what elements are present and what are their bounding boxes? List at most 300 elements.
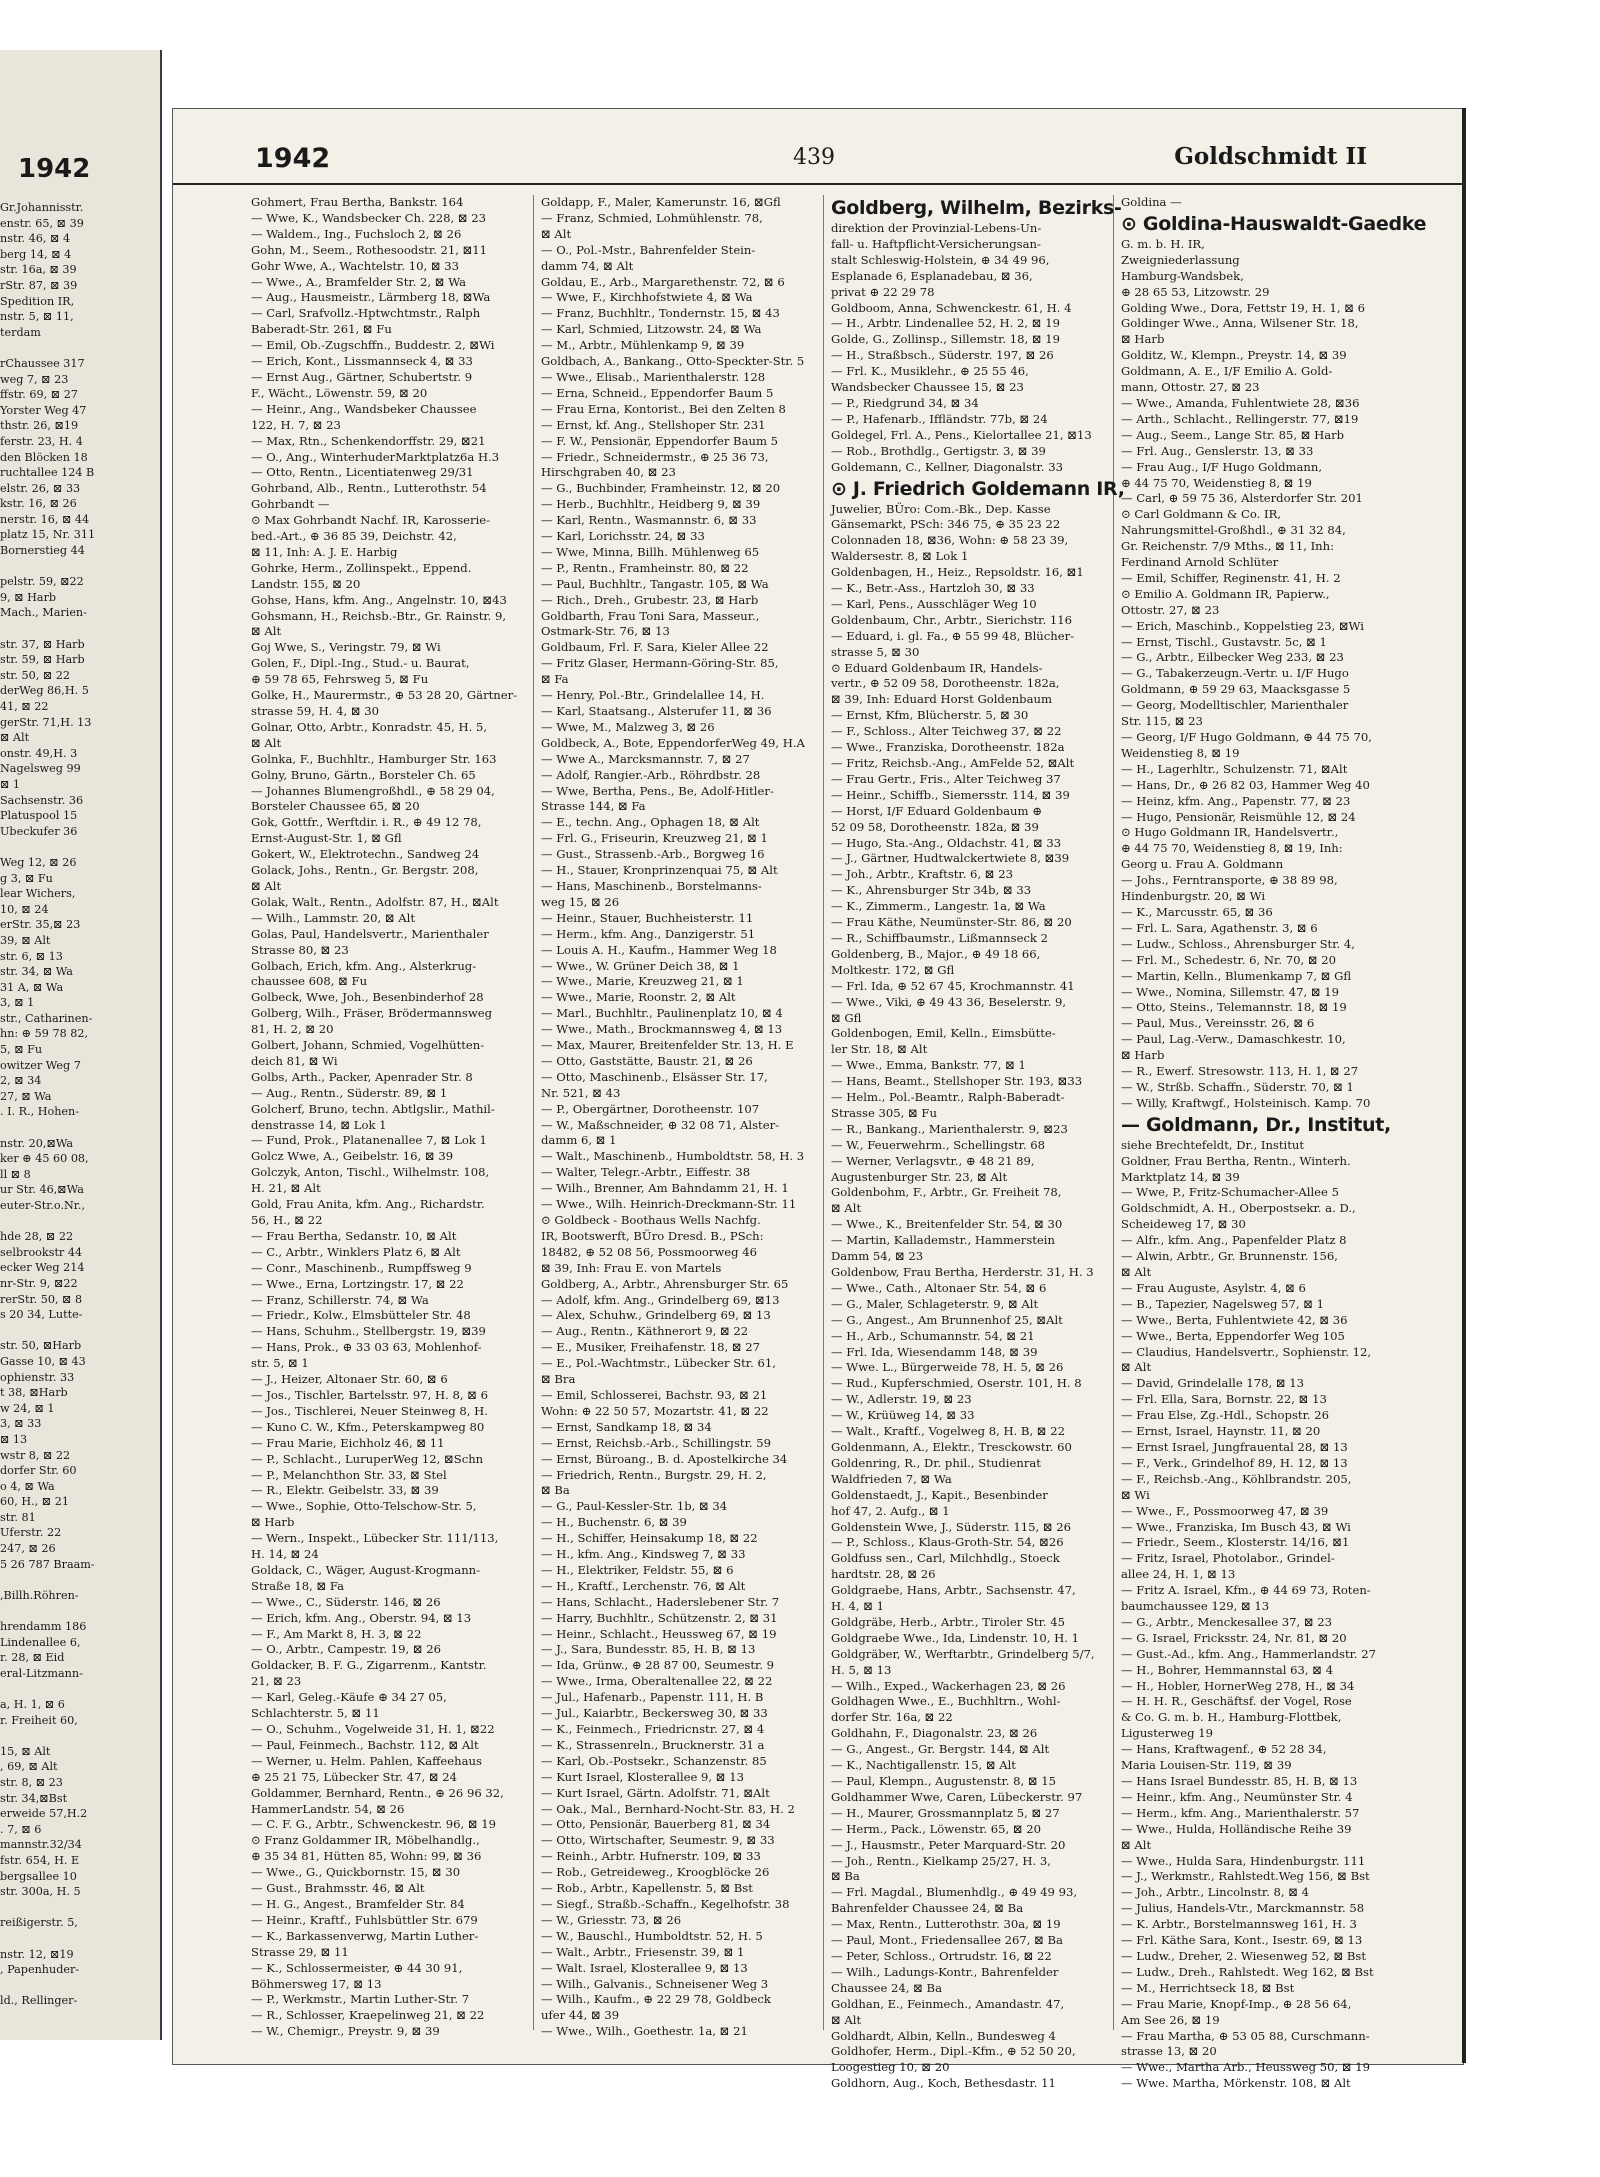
previous-page-line: nstr. 46, ⊠ 4 bbox=[0, 232, 71, 246]
directory-entry-line: — Friedr., Seem., Klosterstr. 14/16, ⊠1 bbox=[1121, 1535, 1350, 1550]
directory-entry-line: — Ernst Israel, Jungfrauental 28, ⊠ 13 bbox=[1121, 1439, 1348, 1454]
directory-entry-line: damm 6, ⊠ 1 bbox=[541, 1133, 617, 1148]
directory-entry-line: 18482, ⊕ 52 08 56, Possmoorweg 46 bbox=[541, 1244, 758, 1259]
directory-entry-line: — Rich., Dreh., Grubestr. 23, ⊠ Harb bbox=[541, 592, 759, 607]
directory-entry-line: — H., Bohrer, Hemmannstal 63, ⊠ 4 bbox=[1121, 1662, 1334, 1677]
directory-entry-line: — Hans, Schlacht., Haderslebener Str. 7 bbox=[541, 1594, 780, 1609]
directory-entry-line: Gohrband, Alb., Rentn., Lutterothstr. 54 bbox=[251, 481, 487, 496]
directory-entry-line: — Frl. Ida, ⊕ 52 67 45, Krochmannstr. 41 bbox=[831, 978, 1075, 993]
directory-entry-line: — G. Israel, Fricksstr. 24, Nr. 81, ⊠ 20 bbox=[1121, 1630, 1347, 1645]
directory-entry-line: — R., Bankang., Marienthalerstr. 9, ⊠23 bbox=[831, 1121, 1068, 1136]
directory-entry-line: — W., Bauschl., Humboldtstr. 52, H. 5 bbox=[541, 1928, 763, 1943]
directory-entry-line: — Otto, Maschinenb., Elsässer Str. 17, bbox=[541, 1069, 768, 1084]
directory-entry-line: — Joh., Arbtr., Kraftstr. 6, ⊠ 23 bbox=[831, 867, 1013, 882]
directory-entry-line: — Werner, u. Helm. Pahlen, Kaffeehaus bbox=[251, 1753, 482, 1768]
directory-entry-line: baumchaussee 129, ⊠ 13 bbox=[1121, 1599, 1270, 1614]
directory-entry-line: — Herm., kfm. Ang., Marienthalerstr. 57 bbox=[1121, 1805, 1360, 1820]
directory-entry-line: — Franz, Schmied, Lohmühlenstr. 78, bbox=[541, 210, 763, 225]
directory-entry-line: — E., Pol.-Wachtmstr., Lübecker Str. 61, bbox=[541, 1356, 776, 1371]
previous-page-line: enstr. 65, ⊠ 39 bbox=[0, 216, 84, 230]
directory-entry-line: — E., Musiker, Freihafenstr. 18, ⊠ 27 bbox=[541, 1340, 760, 1355]
directory-entry-line: — P., Obergärtner, Dorotheenstr. 107 bbox=[541, 1101, 760, 1116]
directory-entry-line: privat ⊕ 22 29 78 bbox=[831, 284, 935, 299]
directory-entry-line: Goldenbaum, Chr., Arbtr., Sierichstr. 116 bbox=[831, 612, 1072, 627]
directory-entry-line: — Erich, kfm. Ang., Oberstr. 94, ⊠ 13 bbox=[251, 1610, 472, 1625]
directory-entry-line: ⊙ J. Friedrich Goldemann IR, bbox=[831, 477, 1125, 500]
directory-entry-line: Golnar, Otto, Arbtr., Konradstr. 45, H. 5, bbox=[251, 719, 488, 734]
directory-entry-line: ⊕ 25 21 75, Lübecker Str. 47, ⊠ 24 bbox=[251, 1769, 457, 1784]
directory-entry-line: allee 24, H. 1, ⊠ 13 bbox=[1121, 1567, 1236, 1582]
directory-entry-line: — Wwe., Hulda Sara, Hindenburgstr. 111 bbox=[1121, 1853, 1366, 1868]
directory-entry-line: ⊠ Alt bbox=[541, 226, 572, 241]
previous-page-line: 247, ⊠ 26 bbox=[0, 1542, 56, 1556]
directory-entry-line: — O., Schuhm., Vogelweide 31, H. 1, ⊠22 bbox=[251, 1722, 495, 1736]
directory-entry-line: — Ernst, kf. Ang., Stellshoper Str. 231 bbox=[541, 417, 766, 432]
directory-entry-line: Goldhahn, F., Diagonalstr. 23, ⊠ 26 bbox=[831, 1726, 1038, 1741]
directory-entry-line: — J., Sara, Bundesstr. 85, H. B, ⊠ 13 bbox=[541, 1642, 756, 1657]
previous-page-line: str. 50, ⊠ 22 bbox=[0, 668, 70, 682]
directory-entry-line: — Wwe., G., Quickbornstr. 15, ⊠ 30 bbox=[251, 1865, 461, 1880]
directory-entry-line: Goldau, E., Arb., Margarethenstr. 72, ⊠ 6 bbox=[541, 274, 785, 289]
directory-entry-line: — Harry, Buchhltr., Schützenstr. 2, ⊠ 31 bbox=[541, 1610, 778, 1625]
previous-page-line: 10, ⊠ 24 bbox=[0, 902, 49, 916]
previous-page-line: , Papenhuder- bbox=[0, 1963, 80, 1977]
directory-entry-line: Golbach, Erich, kfm. Ang., Alsterkrug- bbox=[251, 958, 477, 973]
previous-page-lines bbox=[0, 200, 158, 2009]
directory-entry-line: — Willy, Kraftwgf., Holsteinisch. Kamp. 70 bbox=[1121, 1095, 1371, 1110]
previous-page-line: 3, ⊠ 33 bbox=[0, 1417, 42, 1431]
previous-page-line: berg 14, ⊠ 4 bbox=[0, 247, 72, 261]
directory-entry-line: — W., Krüüweg 14, ⊠ 33 bbox=[831, 1408, 975, 1423]
previous-page-line bbox=[0, 340, 158, 356]
directory-entry-line: Golen, F., Dipl.-Ing., Stud.- u. Baurat, bbox=[251, 656, 470, 671]
directory-entry-line: — Herm., kfm. Ang., Danzigerstr. 51 bbox=[541, 926, 756, 941]
directory-entry-line: Goldgraebe, Hans, Arbtr., Sachsenstr. 47, bbox=[831, 1583, 1076, 1598]
directory-entry-line: bed.-Art., ⊕ 36 85 39, Deichstr. 42, bbox=[251, 529, 457, 544]
directory-entry-line: Golbeck, Wwe, Joh., Besenbinderhof 28 bbox=[251, 990, 484, 1005]
previous-page-line: nstr. 20,⊠Wa bbox=[0, 1136, 74, 1150]
directory-entry-line: Goldfuss sen., Carl, Milchhdlg., Stoeck bbox=[831, 1551, 1060, 1566]
directory-entry-line: — Rob., Getreideweg., Kroogblöcke 26 bbox=[541, 1865, 770, 1880]
directory-entry-line: Gohmert, Frau Bertha, Bankstr. 164 bbox=[251, 195, 464, 209]
directory-entry-line: — Wwe., Erna, Lortzingstr. 17, ⊠ 22 bbox=[251, 1276, 464, 1291]
directory-entry-line: — Ernst, Sandkamp 18, ⊠ 34 bbox=[541, 1419, 712, 1434]
directory-entry-line: Goldgraebe Wwe., Ida, Lindenstr. 10, H. 1 bbox=[831, 1630, 1079, 1645]
directory-entry-line: ⊠ 11, Inh: A. J. E. Harbig bbox=[251, 544, 398, 559]
directory-entry-line: fall- u. Haftpflicht-Versicherungsan- bbox=[831, 236, 1041, 251]
directory-entry-line: H. 21, ⊠ Alt bbox=[251, 1181, 321, 1196]
directory-entry-line: — Franz, Buchhltr., Tondernstr. 15, ⊠ 43 bbox=[541, 306, 780, 321]
directory-entry-line: — Walt., Kraftf., Vogelweg 8, H. B, ⊠ 22 bbox=[831, 1424, 1065, 1439]
previous-page-line: lear Wichers, bbox=[0, 887, 76, 901]
previous-page-line bbox=[0, 1978, 158, 1994]
previous-page-line: w 24, ⊠ 1 bbox=[0, 1401, 55, 1415]
directory-entry-line: ufer 44, ⊠ 39 bbox=[541, 2008, 620, 2023]
directory-entry-line: — Aug., Hausmeistr., Lärmberg 18, ⊠Wa bbox=[251, 290, 491, 305]
directory-entry-line: — Joh., Arbtr., Lincolnstr. 8, ⊠ 4 bbox=[1121, 1885, 1310, 1900]
directory-entry-line: — Wwe, K., Wandsbecker Ch. 228, ⊠ 23 bbox=[251, 210, 486, 225]
previous-page-line: Yorster Weg 47 bbox=[0, 403, 87, 417]
previous-page-line: ld., Rellinger- bbox=[0, 1994, 78, 2008]
directory-entry-line: Golczyk, Anton, Tischl., Wilhelmstr. 108, bbox=[251, 1165, 490, 1180]
directory-entry-line: ⊠ Fa bbox=[541, 672, 569, 687]
directory-entry-line: — Paul, Lag.-Verw., Damaschkestr. 10, bbox=[1121, 1032, 1346, 1047]
directory-entry-line: — Fritz, Israel, Photolabor., Grindel- bbox=[1121, 1551, 1335, 1566]
directory-entry-line: — Rud., Kupferschmied, Oserstr. 101, H. 8 bbox=[831, 1376, 1082, 1391]
directory-entry-line: Strasse 29, ⊠ 11 bbox=[251, 1944, 349, 1959]
previous-page-line: erweide 57,H.2 bbox=[0, 1807, 88, 1821]
directory-entry-line: — Alwin, Arbtr., Gr. Brunnenstr. 156, bbox=[1121, 1249, 1338, 1264]
directory-entry-line: — Wwe, Minna, Billh. Mühlenweg 65 bbox=[541, 544, 760, 559]
directory-entry-line: ⊠ Harb bbox=[1121, 1048, 1165, 1063]
directory-entry-line: — Otto, Wirtschafter, Seumestr. 9, ⊠ 33 bbox=[541, 1833, 775, 1848]
directory-column-2 bbox=[541, 195, 824, 2039]
directory-entry-line: — K., Betr.-Ass., Hartzloh 30, ⊠ 33 bbox=[831, 581, 1035, 596]
directory-entry-line: ⊠ Alt bbox=[1121, 1837, 1152, 1852]
directory-entry-line: ⊠ Harb bbox=[1121, 332, 1165, 347]
directory-entry-line: — H., Straßbsch., Süderstr. 197, ⊠ 26 bbox=[831, 348, 1054, 363]
directory-entry-line: Gohrbandt — bbox=[251, 497, 330, 512]
previous-page-line: s 20 34, Lutte- bbox=[0, 1308, 83, 1322]
directory-entry-line: — Heinr., Schiffb., Siemersstr. 114, ⊠ 39 bbox=[831, 787, 1070, 802]
directory-entry-line: — Frau Marie, Eichholz 46, ⊠ 11 bbox=[251, 1435, 445, 1450]
directory-entry-line: — H., Schiffer, Heinsakump 18, ⊠ 22 bbox=[541, 1531, 758, 1546]
directory-entry-line: ⊠ Ba bbox=[541, 1483, 570, 1498]
directory-entry-line: — Frau Erna, Kontorist., Bei den Zelten 8 bbox=[541, 401, 786, 416]
directory-entry-line: — K., Barkassenverwg, Martin Luther- bbox=[251, 1928, 479, 1943]
previous-page-line: reißigerstr. 5, bbox=[0, 1916, 78, 1930]
directory-entry-line: ⊠ Gfl bbox=[831, 1010, 862, 1025]
directory-entry-line: Damm 54, ⊠ 23 bbox=[831, 1249, 924, 1264]
previous-page-line: str. 37, ⊠ Harb bbox=[0, 637, 85, 651]
directory-entry-line: — H. H. R., Geschäftsf. der Vogel, Rose bbox=[1121, 1694, 1352, 1709]
directory-entry-line: Goldner, Frau Bertha, Rentn., Winterh. bbox=[1121, 1153, 1351, 1168]
previous-page-line: ⊠ 13 bbox=[0, 1432, 28, 1446]
directory-entry-line: H. 4, ⊠ 1 bbox=[831, 1599, 885, 1614]
directory-entry-line: — Carl, ⊕ 59 75 36, Alsterdorfer Str. 201 bbox=[1121, 491, 1363, 506]
previous-page-line: 9, ⊠ Harb bbox=[0, 590, 57, 604]
directory-entry-line: Golny, Bruno, Gärtn., Borsteler Ch. 65 bbox=[251, 767, 476, 782]
previous-page-line: pelstr. 59, ⊠22 bbox=[0, 575, 84, 589]
directory-entry-line: ⊠ Alt bbox=[251, 878, 282, 893]
directory-entry-line: Ligusterweg 19 bbox=[1121, 1726, 1213, 1741]
directory-entry-line: — Fritz A. Israel, Kfm., ⊕ 44 69 73, Roten- bbox=[1121, 1583, 1371, 1598]
directory-entry-line: Goldboom, Anna, Schwenckestr. 61, H. 4 bbox=[831, 300, 1072, 315]
directory-entry-line: — W., Adlerstr. 19, ⊠ 23 bbox=[831, 1392, 972, 1407]
directory-entry-line: — Wwe., Franziska, Im Busch 43, ⊠ Wi bbox=[1121, 1519, 1351, 1534]
directory-entry-line: — Karl, Pens., Ausschläger Weg 10 bbox=[831, 596, 1037, 611]
directory-entry-line: Straße 18, ⊠ Fa bbox=[251, 1578, 345, 1593]
directory-entry-line: — H., Arbtr. Lindenallee 52, H. 2, ⊠ 19 bbox=[831, 316, 1060, 331]
previous-page-line bbox=[0, 1323, 158, 1339]
previous-page-line: platz 15, Nr. 311 bbox=[0, 528, 96, 542]
directory-entry-line: strasse 5, ⊠ 30 bbox=[831, 644, 920, 659]
directory-entry-line: weg 15, ⊠ 26 bbox=[541, 894, 620, 909]
directory-entry-line: Hirschgraben 40, ⊠ 23 bbox=[541, 465, 676, 480]
previous-page-year: 1942 bbox=[18, 154, 91, 184]
directory-entry-line: hof 47, 2. Aufg., ⊠ 1 bbox=[831, 1503, 950, 1518]
previous-page-line: ruchtallee 124 B bbox=[0, 466, 95, 480]
previous-page-line: 41, ⊠ 22 bbox=[0, 700, 49, 713]
page-year: 1942 bbox=[255, 143, 331, 174]
previous-page-line: selbrookstr 44 bbox=[0, 1245, 83, 1259]
directory-entry-line: IR, Bootswerft, BÜro Dresd. B., PSch: bbox=[541, 1228, 764, 1243]
directory-entry-line: — H., Arb., Schumannstr. 54, ⊠ 21 bbox=[831, 1328, 1035, 1343]
directory-entry-line: — G., Buchbinder, Framheinstr. 12, ⊠ 20 bbox=[541, 481, 781, 496]
directory-entry-line: Goldbach, A., Bankang., Otto-Speckter-Str. 5 bbox=[541, 354, 805, 369]
directory-entry-line: strasse 59, H. 4, ⊠ 30 bbox=[251, 704, 380, 718]
previous-page-line: rChaussee 317 bbox=[0, 356, 85, 370]
directory-entry-line: — R., Schlosser, Kraepelinweg 21, ⊠ 22 bbox=[251, 2008, 485, 2023]
previous-page-line bbox=[0, 559, 158, 575]
directory-entry-line: Gohr Wwe, A., Wachtelstr. 10, ⊠ 33 bbox=[251, 258, 459, 273]
directory-entry-line: Am See 26, ⊠ 19 bbox=[1121, 2012, 1220, 2027]
directory-entry-line: Goldgräbe, Herb., Arbtr., Tiroler Str. 45 bbox=[831, 1614, 1065, 1629]
directory-entry-line: ⊠ Alt bbox=[831, 2012, 862, 2027]
directory-entry-line: ⊙ Franz Goldammer IR, Möbelhandlg., bbox=[251, 1833, 480, 1848]
previous-page-line: nerstr. 16, ⊠ 44 bbox=[0, 512, 90, 526]
directory-entry-line: — Rob., Brothdlg., Gertigstr. 3, ⊠ 39 bbox=[831, 443, 1046, 458]
directory-entry-line: — R., Ewerf. Stresowstr. 113, H. 1, ⊠ 27 bbox=[1121, 1064, 1359, 1079]
previous-page-line: Gr.Johannisstr. bbox=[0, 201, 84, 214]
directory-entry-line: — Frl. Ella, Sara, Bornstr. 22, ⊠ 13 bbox=[1121, 1392, 1327, 1407]
directory-entry-line: Goldinger Wwe., Anna, Wilsener Str. 18, bbox=[1121, 316, 1359, 331]
directory-entry-line: Goj Wwe, S., Veringstr. 79, ⊠ Wi bbox=[251, 640, 441, 655]
previous-page-line: den Blöcken 18 bbox=[0, 450, 88, 464]
directory-entry-line: str. 5, ⊠ 1 bbox=[251, 1356, 309, 1371]
directory-entry-line: Goldhofer, Herm., Dipl.-Kfm., ⊕ 52 50 20, bbox=[831, 2044, 1076, 2059]
previous-page-line: derWeg 86,H. 5 bbox=[0, 684, 89, 698]
previous-page-line: 15, ⊠ Alt bbox=[0, 1744, 51, 1758]
directory-entry-line: Goldenbow, Frau Bertha, Herderstr. 31, H. 3 bbox=[831, 1265, 1094, 1279]
directory-entry-line: Goldenbogen, Emil, Kelln., Eimsbütte- bbox=[831, 1026, 1056, 1041]
directory-entry-line: — Heinr., Stauer, Buchheisterstr. 11 bbox=[541, 910, 754, 925]
directory-entry-line: Gokert, W., Elektrotechn., Sandweg 24 bbox=[251, 847, 480, 862]
directory-entry-line: — K., Nachtigallenstr. 15, ⊠ Alt bbox=[831, 1758, 1016, 1773]
directory-entry-line: denstrasse 14, ⊠ Lok 1 bbox=[251, 1117, 387, 1132]
previous-page-line: hde 28, ⊠ 22 bbox=[0, 1230, 74, 1244]
previous-page-line: str. 16a, ⊠ 39 bbox=[0, 263, 77, 277]
directory-entry-line: Gr. Reichenstr. 7/9 Mths., ⊠ 11, Inh: bbox=[1121, 539, 1335, 554]
directory-entry-line: — Friedrich, Rentn., Burgstr. 29, H. 2, bbox=[541, 1467, 767, 1482]
previous-page-line: str. 8, ⊠ 23 bbox=[0, 1775, 63, 1789]
directory-entry-line: — Heinr., kfm. Ang., Neumünster Str. 4 bbox=[1121, 1789, 1353, 1804]
directory-entry-line: — Franz, Schillerstr. 74, ⊠ Wa bbox=[251, 1292, 429, 1307]
directory-entry-line: Strasse 144, ⊠ Fa bbox=[541, 799, 646, 814]
directory-entry-line: — H., Elektriker, Feldstr. 55, ⊠ 6 bbox=[541, 1562, 734, 1577]
directory-entry-line: — Fritz, Reichsb.-Ang., AmFelde 52, ⊠Alt bbox=[831, 756, 1075, 770]
directory-entry-line: Goldmann, A. E., I/F Emilio A. Gold- bbox=[1121, 364, 1333, 379]
directory-column-3 bbox=[831, 195, 1125, 2091]
previous-page-line: 39, ⊠ Alt bbox=[0, 933, 51, 947]
directory-entry-line: ⊠ Wi bbox=[1121, 1487, 1150, 1502]
directory-entry-line: — Wwe., Marie, Roonstr. 2, ⊠ Alt bbox=[541, 990, 736, 1005]
directory-entry-line: — H., Kraftf., Lerchenstr. 76, ⊠ Alt bbox=[541, 1578, 746, 1593]
directory-entry-line: — Waldem., Ing., Fuchsloch 2, ⊠ 26 bbox=[251, 226, 462, 241]
previous-page-line: eral-Litzmann- bbox=[0, 1666, 83, 1680]
directory-entry-line: — H., Hobler, HornerWeg 278, H., ⊠ 34 bbox=[1121, 1678, 1355, 1693]
previous-page-line: str., Catharinen- bbox=[0, 1011, 93, 1025]
directory-entry-line: — Rob., Arbtr., Kapellenstr. 5, ⊠ Bst bbox=[541, 1881, 753, 1896]
previous-page-line bbox=[0, 1572, 158, 1588]
previous-page-line: str. 34,⊠Bst bbox=[0, 1791, 68, 1805]
directory-entry-line: Goldmann, ⊕ 59 29 63, Maacksgasse 5 bbox=[1121, 682, 1351, 697]
directory-entry-line: Goldhardt, Albin, Kelln., Bundesweg 4 bbox=[831, 2028, 1056, 2043]
directory-entry-line: Golak, Walt., Rentn., Adolfstr. 87, H., ⊠Alt bbox=[251, 894, 499, 909]
previous-page-line: o 4, ⊠ Wa bbox=[0, 1479, 55, 1493]
directory-entry-line: ⊙ Goldbeck - Boothaus Wells Nachfg. bbox=[541, 1213, 761, 1227]
previous-page-line: Ubeckufer 36 bbox=[0, 824, 78, 838]
directory-entry-line: Golde, G., Zollinsp., Sillemstr. 18, ⊠ 19 bbox=[831, 332, 1061, 347]
directory-entry-line: Weidenstieg 8, ⊠ 19 bbox=[1121, 745, 1240, 760]
previous-page-line: 60, H., ⊠ 21 bbox=[0, 1495, 69, 1509]
directory-entry-line: Colonnaden 18, ⊠36, Wohn: ⊕ 58 23 39, bbox=[831, 533, 1069, 548]
directory-entry-line: — Walt., Maschinenb., Humboldtstr. 58, H. 3 bbox=[541, 1149, 805, 1164]
directory-entry-line: — Wern., Inspekt., Lübecker Str. 111/113, bbox=[251, 1531, 499, 1546]
directory-entry-line: — Karl, Schmied, Litzowstr. 24, ⊠ Wa bbox=[541, 322, 762, 337]
directory-entry-line: Goldbeck, A., Bote, EppendorferWeg 49, H.A bbox=[541, 735, 805, 750]
directory-entry-line: — E., techn. Ang., Ophagen 18, ⊠ Alt bbox=[541, 815, 760, 830]
directory-entry-line: — Otto, Gaststätte, Baustr. 21, ⊠ 26 bbox=[541, 1053, 753, 1068]
directory-entry-line: Gohse, Hans, kfm. Ang., Angelnstr. 10, ⊠43 bbox=[251, 592, 507, 607]
previous-page-line: ecker Weg 214 bbox=[0, 1261, 85, 1275]
directory-entry-line: — Frl. G., Friseurin, Kreuzweg 21, ⊠ 1 bbox=[541, 831, 768, 846]
directory-entry-line: — Georg, Modelltischler, Marienthaler bbox=[1121, 698, 1349, 713]
directory-entry-line: Borsteler Chaussee 65, ⊠ 20 bbox=[251, 799, 420, 814]
directory-entry-line: — Frau Marie, Knopf-Imp., ⊕ 28 56 64, bbox=[1121, 1996, 1352, 2011]
directory-entry-line: Baberadt-Str. 261, ⊠ Fu bbox=[251, 322, 392, 337]
directory-entry-line: Gok, Gottfr., Werftdir. i. R., ⊕ 49 12 78, bbox=[251, 815, 482, 830]
directory-entry-line: — Herb., Buchhltr., Heidberg 9, ⊠ 39 bbox=[541, 497, 761, 512]
directory-entry-line: Hamburg-Wandsbek, bbox=[1121, 268, 1244, 283]
directory-entry-line: — Wwe., Wilh., Goethestr. 1a, ⊠ 21 bbox=[541, 2024, 748, 2039]
directory-entry-line: Moltkestr. 172, ⊠ Gfl bbox=[831, 962, 955, 977]
directory-entry-line: HammerLandstr. 54, ⊠ 26 bbox=[251, 1801, 405, 1816]
directory-entry-line: — W., Maßschneider, ⊕ 32 08 71, Alster- bbox=[541, 1117, 780, 1132]
directory-entry-line: Golbert, Johann, Schmied, Vogelhütten- bbox=[251, 1038, 485, 1053]
directory-entry-line: — Wilh., Galvanis., Schneisener Weg 3 bbox=[541, 1976, 769, 1991]
directory-entry-line: Goldhammer Wwe, Caren, Lübeckerstr. 97 bbox=[831, 1789, 1083, 1804]
directory-entry-line: ⊠ Alt bbox=[1121, 1360, 1152, 1375]
directory-entry-line: — H. G., Angest., Bramfelder Str. 84 bbox=[251, 1896, 465, 1911]
previous-page-line: str. 59, ⊠ Harb bbox=[0, 653, 85, 667]
directory-entry-line: — Paul, Mont., Friedensallee 267, ⊠ Ba bbox=[831, 1933, 1063, 1948]
previous-page-line bbox=[0, 1214, 158, 1230]
directory-entry-line: — C., Arbtr., Winklers Platz 6, ⊠ Alt bbox=[251, 1244, 461, 1259]
directory-entry-line: ⊠ Alt bbox=[251, 735, 282, 750]
directory-entry-line: — Wwe., K., Breitenfelder Str. 54, ⊠ 30 bbox=[831, 1217, 1063, 1232]
directory-entry-line: — Frau Auguste, Asylstr. 4, ⊠ 6 bbox=[1121, 1280, 1306, 1295]
directory-entry-line: — Wilh., Brenner, Am Bahndamm 21, H. 1 bbox=[541, 1181, 789, 1196]
directory-entry-line: — Siegf., Straßb.-Schaffn., Kegelhofstr. 38 bbox=[541, 1896, 790, 1911]
directory-entry-line: — Emil, Ob.-Zugschffn., Buddestr. 2, ⊠Wi bbox=[251, 338, 495, 353]
directory-entry-line: — Alfr., kfm. Ang., Papenfelder Platz 8 bbox=[1121, 1233, 1347, 1248]
directory-entry-line: — Henry, Pol.-Btr., Grindelallee 14, H. bbox=[541, 688, 765, 703]
previous-page-line: nstr. 12, ⊠19 bbox=[0, 1947, 74, 1961]
directory-entry-line: Landstr. 155, ⊠ 20 bbox=[251, 576, 361, 591]
directory-entry-line: Golke, H., Maurermstr., ⊕ 53 28 20, Gärtner- bbox=[251, 688, 518, 703]
directory-entry-line: ⊙ Max Gohrbandt Nachf. IR, Karosserie- bbox=[251, 513, 491, 528]
directory-entry-line: 52 09 58, Dorotheenstr. 182a, ⊠ 39 bbox=[831, 819, 1039, 834]
directory-entry-line: — Adolf, Rangier.-Arb., Röhrdbstr. 28 bbox=[541, 767, 761, 782]
directory-entry-line: — M., Arbtr., Mühlenkamp 9, ⊠ 39 bbox=[541, 338, 745, 353]
directory-entry-line: Golas, Paul, Handelsvertr., Marienthaler bbox=[251, 926, 489, 941]
directory-entry-line: — Ludw., Schloss., Ahrensburger Str. 4, bbox=[1121, 936, 1355, 951]
directory-entry-line: ⊠ 39, Inh: Frau E. von Martels bbox=[541, 1260, 722, 1275]
directory-entry-line: — P., Schlacht., LuruperWeg 12, ⊠Schn bbox=[251, 1451, 484, 1466]
directory-entry-line: — Herm., Pack., Löwenstr. 65, ⊠ 20 bbox=[831, 1821, 1042, 1836]
directory-entry-line: — P., Hafenarb., Iffländstr. 77b, ⊠ 24 bbox=[831, 411, 1048, 426]
directory-entry-line: ⊕ 44 75 70, Weidenstieg 8, ⊠ 19 bbox=[1121, 475, 1312, 490]
directory-entry-line: Waldersestr. 8, ⊠ Lok 1 bbox=[831, 549, 969, 564]
directory-entry-line: — K., Ahrensburger Str 34b, ⊠ 33 bbox=[831, 883, 1032, 898]
directory-entry-line: Ottostr. 27, ⊠ 23 bbox=[1121, 602, 1220, 617]
previous-page-line: Nagelsweg 99 bbox=[0, 762, 81, 776]
previous-page-line: ferstr. 23, H. 4 bbox=[0, 434, 83, 448]
directory-entry-line: Golditz, W., Klempn., Preystr. 14, ⊠ 39 bbox=[1121, 348, 1347, 363]
directory-entry-line: — Wwe., Sophie, Otto-Telschow-Str. 5, bbox=[251, 1499, 477, 1514]
directory-entry-line: — Peter, Schloss., Ortrudstr. 16, ⊠ 22 bbox=[831, 1948, 1052, 1963]
directory-entry-line: — Frau Aug., I/F Hugo Goldmann, bbox=[1121, 459, 1323, 474]
directory-entry-line: Goldack, C., Wäger, August-Krogmann- bbox=[251, 1562, 481, 1577]
directory-entry-line: Maria Louisen-Str. 119, ⊠ 39 bbox=[1121, 1758, 1292, 1773]
previous-page-line: terdam bbox=[0, 325, 41, 339]
previous-page-line bbox=[0, 1931, 158, 1947]
directory-entry-line: — Aug., Rentn., Käthnerort 9, ⊠ 22 bbox=[541, 1324, 749, 1339]
directory-entry-line: — Johs., Ferntransporte, ⊕ 38 89 98, bbox=[1121, 873, 1338, 888]
directory-entry-line: — Otto, Steins., Telemannstr. 18, ⊠ 19 bbox=[1121, 1000, 1347, 1015]
directory-entry-line: — Julius, Handels-Vtr., Marckmannstr. 58 bbox=[1121, 1901, 1365, 1916]
directory-entry-line: ⊠ 39, Inh: Eduard Horst Goldenbaum bbox=[831, 692, 1052, 707]
directory-entry-line: hardtstr. 28, ⊠ 26 bbox=[831, 1567, 936, 1582]
directory-entry-line: — Emil, Schlosserei, Bachstr. 93, ⊠ 21 bbox=[541, 1387, 768, 1402]
directory-column-1 bbox=[251, 195, 534, 2039]
directory-entry-line: — Wwe., Hulda, Holländische Reihe 39 bbox=[1121, 1821, 1352, 1836]
directory-entry-line: 56, H., ⊠ 22 bbox=[251, 1213, 323, 1227]
directory-entry-line: ⊙ Emilio A. Goldmann IR, Papierw., bbox=[1121, 586, 1330, 601]
previous-page-line: str. 6, ⊠ 13 bbox=[0, 949, 63, 963]
directory-entry-line: Goldacker, B. F. G., Zigarrenm., Kantstr. bbox=[251, 1658, 487, 1673]
directory-entry-line: Goldenbohm, F., Arbtr., Gr. Freiheit 78, bbox=[831, 1185, 1062, 1200]
directory-entry-line: — Otto, Pensionär, Bauerberg 81, ⊠ 34 bbox=[541, 1817, 771, 1832]
directory-entry-line: — K., Zimmerm., Langestr. 1a, ⊠ Wa bbox=[831, 899, 1046, 914]
directory-entry-line: — Erich, Maschinb., Koppelstieg 23, ⊠Wi bbox=[1121, 618, 1364, 633]
directory-entry-line: Ferdinand Arnold Schlüter bbox=[1121, 555, 1279, 570]
directory-entry-line: — Wwe A., Marcksmannstr. 7, ⊠ 27 bbox=[541, 751, 750, 766]
directory-entry-line: — H., Stauer, Kronprinzenquai 75, ⊠ Alt bbox=[541, 863, 778, 878]
directory-entry-line: — P., Melanchthon Str. 33, ⊠ Stel bbox=[251, 1467, 447, 1482]
directory-entry-line: — Wwe., Viki, ⊕ 49 43 36, Beselerstr. 9, bbox=[831, 994, 1067, 1009]
directory-entry-line: vertr., ⊕ 52 09 58, Dorotheenstr. 182a, bbox=[831, 676, 1060, 691]
previous-page-line bbox=[0, 1603, 158, 1619]
directory-entry-line: — Arth., Schlacht., Rellingerstr. 77, ⊠19 bbox=[1121, 411, 1359, 426]
directory-entry-line: — Werner, Verlagsvtr., ⊕ 48 21 89, bbox=[831, 1153, 1035, 1168]
directory-entry-line: — Paul, Klempn., Augustenstr. 8, ⊠ 15 bbox=[831, 1774, 1056, 1788]
directory-entry-line: — Paul, Mus., Vereinsstr. 26, ⊠ 6 bbox=[1121, 1016, 1315, 1031]
directory-entry-line: — Wilh., Kaufm., ⊕ 22 29 78, Goldbeck bbox=[541, 1992, 771, 2007]
previous-page-line: dorfer Str. 60 bbox=[0, 1464, 77, 1478]
directory-entry-line: ⊕ 35 34 81, Hütten 85, Wohn: 99, ⊠ 36 bbox=[251, 1849, 482, 1864]
directory-entry-line: — Wwe., W. Grüner Deich 38, ⊠ 1 bbox=[541, 958, 740, 973]
previous-page-line: str. 81 bbox=[0, 1510, 36, 1524]
directory-entry-line: Gohn, M., Seem., Rothesoodstr. 21, ⊠11 bbox=[251, 242, 488, 257]
previous-page-line: gerStr. 71,H. 13 bbox=[0, 715, 92, 729]
directory-entry-line: — Martin, Kelln., Blumenkamp 7, ⊠ Gfl bbox=[1121, 968, 1352, 983]
previous-page-line bbox=[0, 1681, 158, 1697]
directory-entry-line: Goldapp, F., Maler, Kamerunstr. 16, ⊠Gfl bbox=[541, 195, 781, 209]
directory-entry-line: — Wwe., Elisab., Marienthalerstr. 128 bbox=[541, 369, 766, 384]
directory-entry-line: — Adolf, kfm. Ang., Grindelberg 69, ⊠13 bbox=[541, 1292, 780, 1307]
